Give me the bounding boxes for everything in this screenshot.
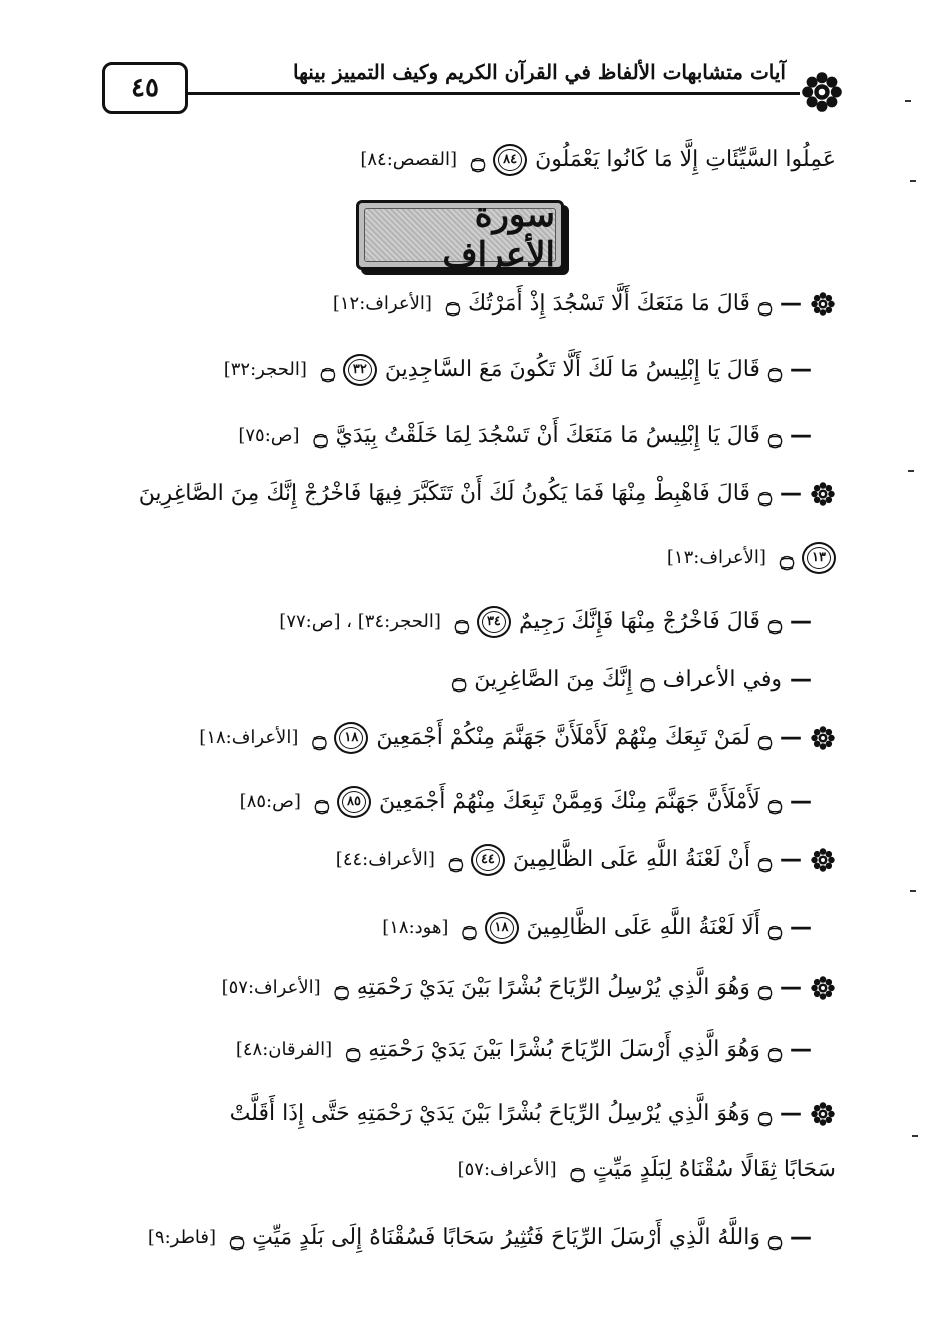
opening-bracket-icon: ۝ bbox=[640, 665, 655, 694]
verse-text: قَالَ مَا مَنَعَكَ أَلَّا تَسْجُدَ إِذْ أَمَرْتُكَ bbox=[467, 291, 750, 316]
verse-text: وَهُوَ الَّذِي يُرْسِلُ الرِّيَاحَ بُشْرًا بَيْنَ يَدَيْ رَحْمَتِهِ حَتَّى إِذَا أَقَلَّتْ bbox=[229, 1101, 750, 1126]
rosette-icon bbox=[800, 70, 844, 114]
closing-bracket-icon: ۝ bbox=[448, 845, 463, 874]
closing-bracket-icon: ۝ bbox=[454, 607, 469, 636]
verse-reference: [ص:٧٥] bbox=[238, 425, 300, 446]
opening-bracket-icon: ۝ bbox=[757, 723, 772, 752]
verse-text: إِنَّكَ مِنَ الصَّاغِرِينَ bbox=[474, 667, 633, 692]
dash-icon: — bbox=[790, 667, 812, 692]
verse-line bbox=[240, 782, 812, 822]
dash-icon: — bbox=[790, 789, 812, 814]
verse-line bbox=[360, 140, 836, 180]
ayah-number-marker: ٣٢ bbox=[343, 354, 377, 386]
verse-reference: [الأعراف:١٢] bbox=[332, 293, 432, 314]
opening-bracket-icon: ۝ bbox=[767, 355, 782, 384]
margin-mark bbox=[905, 100, 911, 102]
closing-bracket-icon: ۝ bbox=[230, 1223, 245, 1252]
verse-line bbox=[238, 416, 812, 456]
verse-text: لَمَنْ تَبِعَكَ مِنْهُمْ لَأَمْلَأَنَّ جَهَنَّمَ مِنْكُمْ أَجْمَعِينَ bbox=[376, 725, 750, 750]
margin-mark bbox=[908, 470, 914, 472]
opening-bracket-icon: ۝ bbox=[757, 479, 772, 508]
dash-icon: — bbox=[780, 291, 802, 316]
margin-mark bbox=[910, 180, 916, 182]
rosette-icon bbox=[810, 291, 836, 317]
verse-line bbox=[224, 350, 812, 390]
ayah-number-marker: ٨٥ bbox=[337, 786, 371, 818]
verse-text: قَالَ يَا إِبْلِيسُ مَا مَنَعَكَ أَنْ تَسْجُدَ لِمَا خَلَقْتُ بِيَدَيَّ bbox=[335, 423, 760, 448]
surah-title: سورة الأعراف bbox=[364, 208, 556, 262]
opening-bracket-icon: ۝ bbox=[767, 421, 782, 450]
dash-icon: — bbox=[790, 423, 812, 448]
closing-bracket-icon: ۝ bbox=[570, 1155, 585, 1184]
verse-line bbox=[279, 602, 812, 642]
dash-icon: — bbox=[790, 1225, 812, 1250]
verse-reference: [الفرقان:٤٨] bbox=[235, 1039, 333, 1060]
rosette-icon bbox=[810, 847, 836, 873]
opening-bracket-icon: ۝ bbox=[767, 913, 782, 942]
margin-mark bbox=[910, 890, 916, 892]
closing-bracket-icon: ۝ bbox=[314, 787, 329, 816]
verse-line bbox=[382, 908, 812, 948]
closing-bracket-icon: ۝ bbox=[445, 289, 460, 318]
ayah-number-marker: ٣٤ bbox=[477, 606, 511, 638]
dash-icon: — bbox=[780, 847, 802, 872]
dash-icon: — bbox=[790, 915, 812, 940]
dash-icon: — bbox=[790, 609, 812, 634]
verse-text: قَالَ فَاهْبِطْ مِنْهَا فَمَا يَكُونُ لَكَ أَنْ تَتَكَبَّرَ فِيهَا فَاخْرُجْ إِنَّكَ مِنَ الصَّاغِرِينَ bbox=[138, 481, 750, 506]
note-text: وفي الأعراف bbox=[662, 667, 782, 692]
opening-bracket-icon: ۝ bbox=[757, 289, 772, 318]
closing-bracket-icon: ۝ bbox=[312, 723, 327, 752]
verse-line bbox=[199, 718, 836, 758]
rosette-icon bbox=[810, 725, 836, 751]
verse-reference: [الأعراف:١٨] bbox=[199, 727, 299, 748]
ayah-number-marker: ١٨ bbox=[485, 912, 519, 944]
closing-bracket-icon: ۝ bbox=[334, 973, 349, 1002]
ayah-number-marker: ٤٤ bbox=[471, 844, 505, 876]
verse-line bbox=[236, 1030, 812, 1070]
verse-reference: [الأعراف:٤٤] bbox=[335, 849, 435, 870]
verse-line bbox=[333, 284, 836, 324]
opening-bracket-icon: ۝ bbox=[757, 1099, 772, 1128]
ayah-number-marker: ١٨ bbox=[334, 722, 368, 754]
verse-text: وَهُوَ الَّذِي يُرْسِلُ الرِّيَاحَ بُشْرًا بَيْنَ يَدَيْ رَحْمَتِهِ bbox=[356, 975, 750, 1000]
dash-icon: — bbox=[780, 1101, 802, 1126]
verse-reference: [القصص:٨٤] bbox=[360, 149, 458, 170]
verse-line bbox=[667, 538, 836, 578]
verse-line bbox=[452, 660, 812, 700]
rosette-icon bbox=[810, 481, 836, 507]
verse-reference: [هود:١٨] bbox=[382, 917, 449, 938]
verse-line bbox=[458, 1150, 836, 1190]
dash-icon: — bbox=[790, 357, 812, 382]
verse-text: لَأَمْلَأَنَّ جَهَنَّمَ مِنْكَ وَمِمَّنْ تَبِعَكَ مِنْهُمْ أَجْمَعِينَ bbox=[378, 789, 760, 814]
opening-bracket-icon: ۝ bbox=[757, 845, 772, 874]
verse-reference: [الأعراف:٥٧] bbox=[457, 1159, 557, 1180]
opening-bracket-icon: ۝ bbox=[767, 1035, 782, 1064]
verse-reference: [الحجر:٣٢] bbox=[223, 359, 307, 380]
margin-mark bbox=[912, 1135, 918, 1137]
closing-bracket-icon: ۝ bbox=[346, 1035, 361, 1064]
closing-bracket-icon: ۝ bbox=[452, 665, 467, 694]
verse-text: سَحَابًا ثِقَالًا سُقْنَاهُ لِبَلَدٍ مَيِّتٍ bbox=[592, 1157, 836, 1182]
opening-bracket-icon: ۝ bbox=[767, 787, 782, 816]
dash-icon: — bbox=[780, 481, 802, 506]
verse-line bbox=[222, 968, 836, 1008]
header-rule bbox=[186, 92, 800, 95]
closing-bracket-icon: ۝ bbox=[779, 543, 794, 572]
verse-reference: [الحجر:٣٤] ، [ص:٧٧] bbox=[279, 611, 441, 632]
closing-bracket-icon: ۝ bbox=[313, 421, 328, 450]
closing-bracket-icon: ۝ bbox=[320, 355, 335, 384]
ayah-number-marker: ٨٤ bbox=[493, 144, 527, 176]
rosette-icon bbox=[810, 1101, 836, 1127]
opening-bracket-icon: ۝ bbox=[757, 973, 772, 1002]
verse-line bbox=[139, 474, 836, 514]
rosette-icon bbox=[810, 975, 836, 1001]
closing-bracket-icon: ۝ bbox=[471, 145, 486, 174]
closing-bracket-icon: ۝ bbox=[462, 913, 477, 942]
verse-text: أَلَا لَعْنَةُ اللَّهِ عَلَى الظَّالِمِينَ bbox=[526, 915, 760, 940]
verse-text: وَاللَّهُ الَّذِي أَرْسَلَ الرِّيَاحَ فَتُثِيرُ سَحَابًا فَسُقْنَاهُ إِلَى بَلَدٍ مَيِّتٍ bbox=[252, 1225, 760, 1250]
opening-bracket-icon: ۝ bbox=[767, 607, 782, 636]
verse-text: عَمِلُوا السَّيِّئَاتِ إِلَّا مَا كَانُوا يَعْمَلُونَ bbox=[535, 147, 836, 172]
dash-icon: — bbox=[780, 975, 802, 1000]
verse-text: قَالَ يَا إِبْلِيسُ مَا لَكَ أَلَّا تَكُونَ مَعَ السَّاجِدِينَ bbox=[384, 357, 760, 382]
dash-icon: — bbox=[780, 725, 802, 750]
ayah-number-marker: ١٣ bbox=[802, 542, 836, 574]
surah-banner bbox=[356, 195, 564, 275]
page-header bbox=[98, 58, 846, 120]
page-number: ٤٥ bbox=[102, 62, 188, 114]
verse-line bbox=[230, 1094, 836, 1134]
verse-reference: [ص:٨٥] bbox=[239, 791, 301, 812]
verse-reference: [الأعراف:١٣] bbox=[666, 547, 766, 568]
verse-reference: [الأعراف:٥٧] bbox=[221, 977, 321, 998]
dash-icon: — bbox=[790, 1037, 812, 1062]
verse-line bbox=[336, 840, 836, 880]
verse-text: قَالَ فَاخْرُجْ مِنْهَا فَإِنَّكَ رَجِيمٌ bbox=[518, 609, 760, 634]
verse-text: أَنْ لَعْنَةُ اللَّهِ عَلَى الظَّالِمِينَ bbox=[512, 847, 750, 872]
verse-reference: [فاطر:٩] bbox=[147, 1227, 217, 1248]
verse-line bbox=[148, 1218, 812, 1258]
book-title: آيات متشابهات الألفاظ في القرآن الكريم وكيف التمييز بينها bbox=[292, 60, 786, 84]
opening-bracket-icon: ۝ bbox=[767, 1223, 782, 1252]
verse-text: وَهُوَ الَّذِي أَرْسَلَ الرِّيَاحَ بُشْرًا بَيْنَ يَدَيْ رَحْمَتِهِ bbox=[368, 1037, 760, 1062]
